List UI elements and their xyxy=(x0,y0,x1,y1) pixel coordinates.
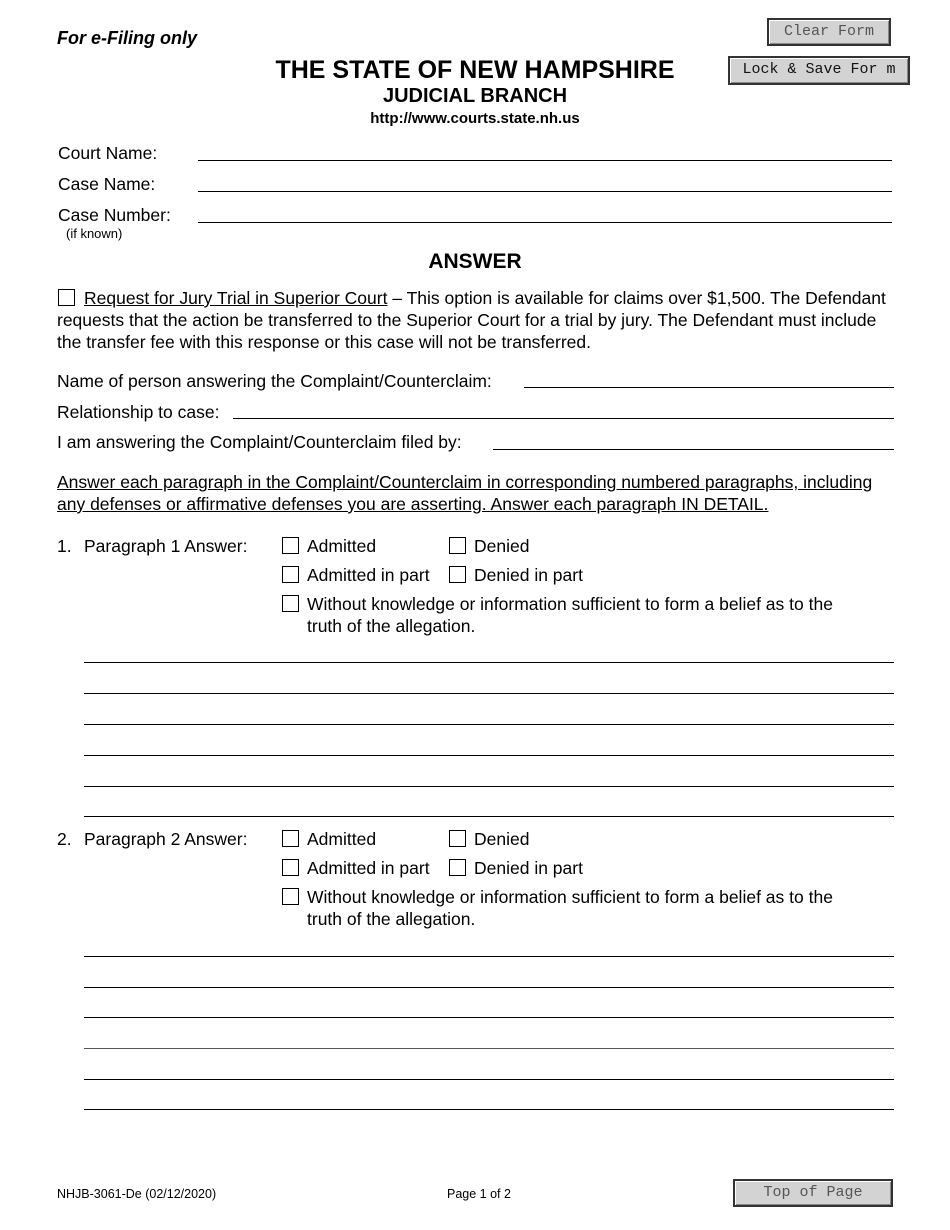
without-knowledge-label-cont: truth of the allegation. xyxy=(307,909,476,929)
admitted-in-part-label: Admitted in part xyxy=(307,565,430,585)
jury-trial-description: – This option is available for claims over $1,500. The Defendant requests that the action be transferred to the Superior Court for a trial by jury. The Defendant must include the transfer fee with this response or this case will not be transferred. xyxy=(57,288,886,352)
paragraph-number: 2. xyxy=(57,829,72,849)
answer-line[interactable] xyxy=(84,1079,894,1080)
case-number-label: Case Number: xyxy=(58,205,171,225)
efiling-notice: For e-Filing only xyxy=(57,28,197,48)
lock-save-form-button[interactable]: Lock & Save For m xyxy=(728,56,910,85)
answer-line[interactable] xyxy=(84,755,894,756)
filed-by-label: I am answering the Complaint/Counterclaim filed by: xyxy=(57,432,462,452)
denied-label: Denied xyxy=(474,829,530,849)
instructions xyxy=(57,471,897,515)
court-name-field[interactable] xyxy=(198,160,892,161)
denied-checkbox[interactable] xyxy=(449,830,466,847)
jury-trial-text xyxy=(57,287,897,353)
denied-label: Denied xyxy=(474,536,530,556)
paragraph-label: Paragraph 1 Answer: xyxy=(84,536,248,556)
admitted-label: Admitted xyxy=(307,829,377,849)
admitted-label: Admitted xyxy=(307,536,377,556)
form-id: NHJB-3061-De (02/12/2020) xyxy=(57,1187,217,1201)
without-knowledge-label: Without knowledge or information sufficient to form a belief as to the xyxy=(307,887,833,907)
admitted-in-part-checkbox[interactable] xyxy=(282,566,299,583)
answer-line[interactable] xyxy=(84,956,894,957)
instructions-text: Answer each paragraph in the Complaint/Counterclaim in corresponding numbered paragraphs, including any defenses or affirmative defenses you are asserting. Answer each paragraph IN DETAIL. xyxy=(57,472,873,514)
branch-title: JUDICIAL BRANCH xyxy=(382,85,568,107)
person-name-field[interactable] xyxy=(524,387,894,388)
denied-checkbox[interactable] xyxy=(449,537,466,554)
court-url: http://www.courts.state.nh.us xyxy=(370,110,580,127)
answer-line[interactable] xyxy=(84,1109,894,1110)
if-known-note: (if known) xyxy=(66,226,123,241)
court-name-label: Court Name: xyxy=(58,143,158,163)
without-knowledge-label: Without knowledge or information sufficient to form a belief as to the xyxy=(307,594,833,614)
admitted-in-part-label: Admitted in part xyxy=(307,858,430,878)
answer-heading: ANSWER xyxy=(428,250,522,273)
relationship-field[interactable] xyxy=(233,418,894,419)
denied-in-part-checkbox[interactable] xyxy=(449,566,466,583)
case-name-field[interactable] xyxy=(198,191,892,192)
answer-line[interactable] xyxy=(84,724,894,725)
paragraph-number: 1. xyxy=(57,536,72,556)
denied-in-part-label: Denied in part xyxy=(474,858,583,878)
state-title: THE STATE OF NEW HAMPSHIRE xyxy=(275,56,675,84)
answer-line[interactable] xyxy=(84,786,894,787)
jury-trial-label: Request for Jury Trial in Superior Court xyxy=(84,288,388,308)
page-number: Page 1 of 2 xyxy=(447,1187,511,1201)
admitted-checkbox[interactable] xyxy=(282,830,299,847)
answer-line[interactable] xyxy=(84,693,894,694)
answer-line[interactable] xyxy=(84,1017,894,1018)
without-knowledge-checkbox[interactable] xyxy=(282,888,299,905)
clear-form-button[interactable]: Clear Form xyxy=(767,18,891,46)
answer-line[interactable] xyxy=(84,816,894,817)
admitted-in-part-checkbox[interactable] xyxy=(282,859,299,876)
admitted-checkbox[interactable] xyxy=(282,537,299,554)
denied-in-part-checkbox[interactable] xyxy=(449,859,466,876)
filed-by-field[interactable] xyxy=(493,449,894,450)
case-name-label: Case Name: xyxy=(58,174,156,194)
top-of-page-button[interactable]: Top of Page xyxy=(733,1179,893,1207)
answer-line[interactable] xyxy=(84,1048,894,1049)
answer-line[interactable] xyxy=(84,987,894,988)
person-name-label: Name of person answering the Complaint/Counterclaim: xyxy=(57,371,492,391)
relationship-label: Relationship to case: xyxy=(57,402,220,422)
paragraph-label: Paragraph 2 Answer: xyxy=(84,829,248,849)
case-number-field[interactable] xyxy=(198,222,892,223)
denied-in-part-label: Denied in part xyxy=(474,565,583,585)
answer-line[interactable] xyxy=(84,662,894,663)
without-knowledge-checkbox[interactable] xyxy=(282,595,299,612)
without-knowledge-label-cont: truth of the allegation. xyxy=(307,616,476,636)
